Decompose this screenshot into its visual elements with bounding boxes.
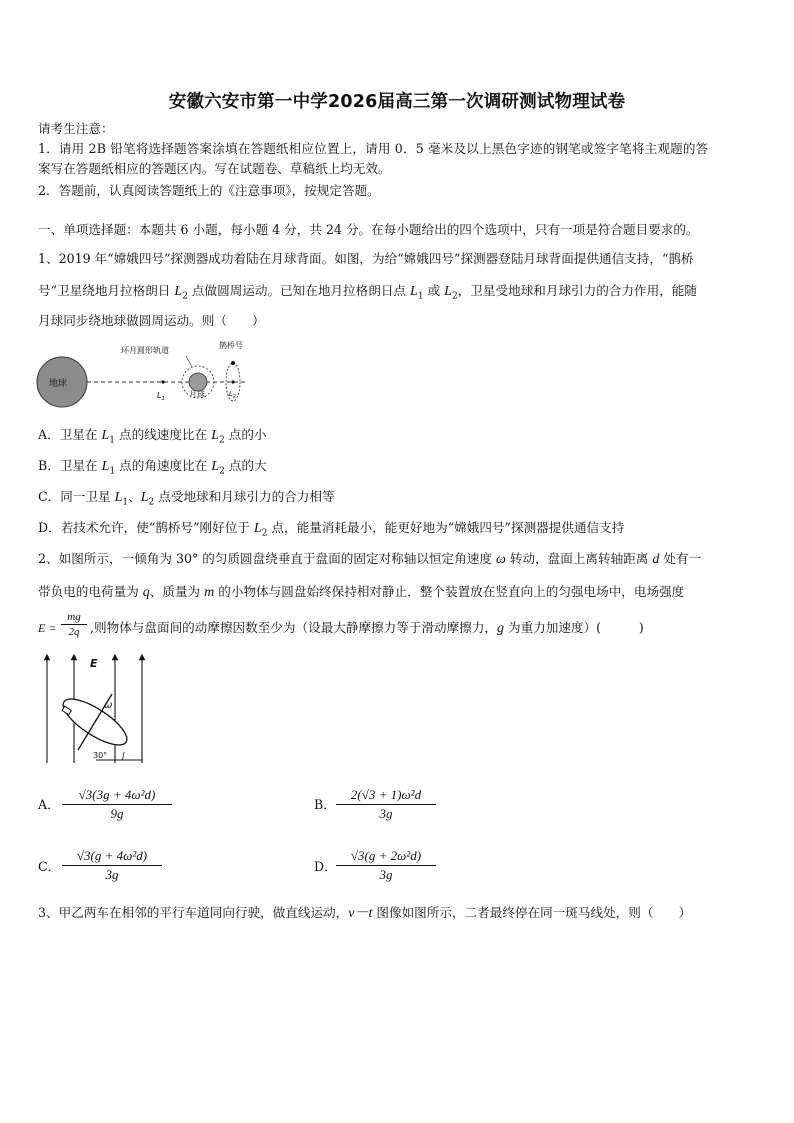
q2-field-equation: E = $\frac{mg}{2q}$ [38, 611, 90, 647]
q2-option-c-label[interactable]: C． [38, 859, 61, 874]
q1-stem-line-2: 号”卫星绕地月拉格朗日 $L_2$ 点做圆周运动。已知在地月拉格朗日点 $L_1$ 或 $L_2$，卫星受地球和月球引力的合力作用，能随 [38, 283, 697, 302]
q2-option-a-label[interactable]: A． [38, 797, 60, 812]
q2-stem-line-2: 带负电的电荷量为 q、质量为 m 的小物体与圆盘始终保持相对静止．整个装置放在竖直向上的匀强电场中，电场强度 [38, 584, 685, 600]
l1-label: $L_1$ [157, 391, 165, 402]
notice-item-2: 2．答题前，认真阅读答题纸上的《注意事项》，按规定答题。 [38, 183, 380, 198]
moon-label: 月球 [189, 390, 205, 399]
q1-option-c[interactable]: C．同一卫星 $L_1$、$L_2$ 点受地球和月球引力的合力相等 [38, 489, 335, 508]
q2-stem-line-1: 2、如图所示，一倾角为 30° 的匀质圆盘绕垂直于盘面的固定对称轴以恒定角速度 ω 转动，盘面上离转轴距离 d 处有一 [38, 551, 702, 567]
q2-figure-rotating-disk [38, 651, 150, 766]
angle-arc [122, 752, 124, 760]
q2-option-d-label[interactable]: D． [314, 859, 337, 874]
q3-stem-line-1: 3、甲乙两车在相邻的平行车道同向行驶，做直线运动，v－t 图像如图所示，二者最终停在同一斑马线处，则（ ） [38, 905, 692, 921]
page-title: 安徽六安市第一中学2026届高三第一次调研测试物理试卷 [168, 92, 626, 112]
l1-point [161, 380, 164, 383]
notice-heading: 请考生注意： [38, 121, 114, 136]
q2-option-d-formula[interactable]: $\frac{\text{√3(g + 2ω²d)}}{3g}$ [336, 848, 436, 883]
earth-label: 地球 [49, 379, 68, 389]
relay-label: 鹊桥号 [219, 341, 243, 350]
q1-option-d[interactable]: D．若技术允许，使“鹊桥号”刚好位于 $L_2$ 点，能量消耗最小，能更好地为“嫦娥四号”探测器提供通信支持 [38, 520, 625, 539]
relay-satellite [231, 361, 235, 365]
section-heading: 一、单项选择题：本题共 6 小题，每小题 4 分，共 24 分。在每小题给出的四个选项中，只有一项是符合题目要求的。 [38, 222, 699, 237]
q1-option-b[interactable]: B．卫星在 $L_1$ 点的角速度比在 $L_2$ 点的大 [38, 458, 267, 477]
q2-option-c-formula[interactable]: $\frac{\text{√3(g + 4ω²d)}}{3g}$ [62, 848, 162, 883]
field-label-e: E [90, 657, 98, 670]
angle-label: 30° [93, 751, 108, 760]
q2-option-b-label[interactable]: B． [314, 797, 336, 812]
q2-stem-line-3: ,则物体与盘面间的动摩擦因数至少为（设最大静摩擦力等于滑动摩擦力，g 为重力加速度）( ) [90, 620, 644, 636]
l2-point [231, 380, 234, 383]
l2-label: $L_2$ [229, 390, 237, 400]
q1-option-a[interactable]: A．卫星在 $L_1$ 点的线速度比在 $L_2$ 点的小 [38, 427, 267, 446]
notice-item-1-line-1: 1．请用 2B 铅笔将选择题答案涂填在答题纸相应位置上，请用 0．5 毫米及以上黑色字迹的钢笔或签字笔将主观题的答 [38, 141, 709, 156]
q2-option-b-formula[interactable]: $\frac{\text{2(√3 + 1)ω²d}}{3g}$ [336, 787, 436, 822]
q2-option-a-formula[interactable]: $\frac{\text{√3(3g + 4ω²d)}}{9g}$ [62, 787, 172, 822]
omega-label: ω [104, 700, 113, 711]
q1-stem-line-3: 月球同步绕地球做圆周运动。则（ ） [38, 313, 265, 328]
notice-item-1-line-2: 案写在答题纸相应的答题区内。写在试题卷、草稿纸上均无效。 [38, 161, 391, 176]
orbit-label-leader [186, 356, 192, 367]
moon-shape [189, 373, 207, 391]
orbit-label: 环月圆形轨道 [121, 346, 169, 355]
q1-figure-earth-moon [36, 338, 256, 414]
q1-stem-line-1: 1、2019 年“嫦娥四号”探测器成功着陆在月球背面。如图，为给“嫦娥四号”探测器登陆月球背面提供通信支持，“鹊桥 [38, 251, 694, 266]
